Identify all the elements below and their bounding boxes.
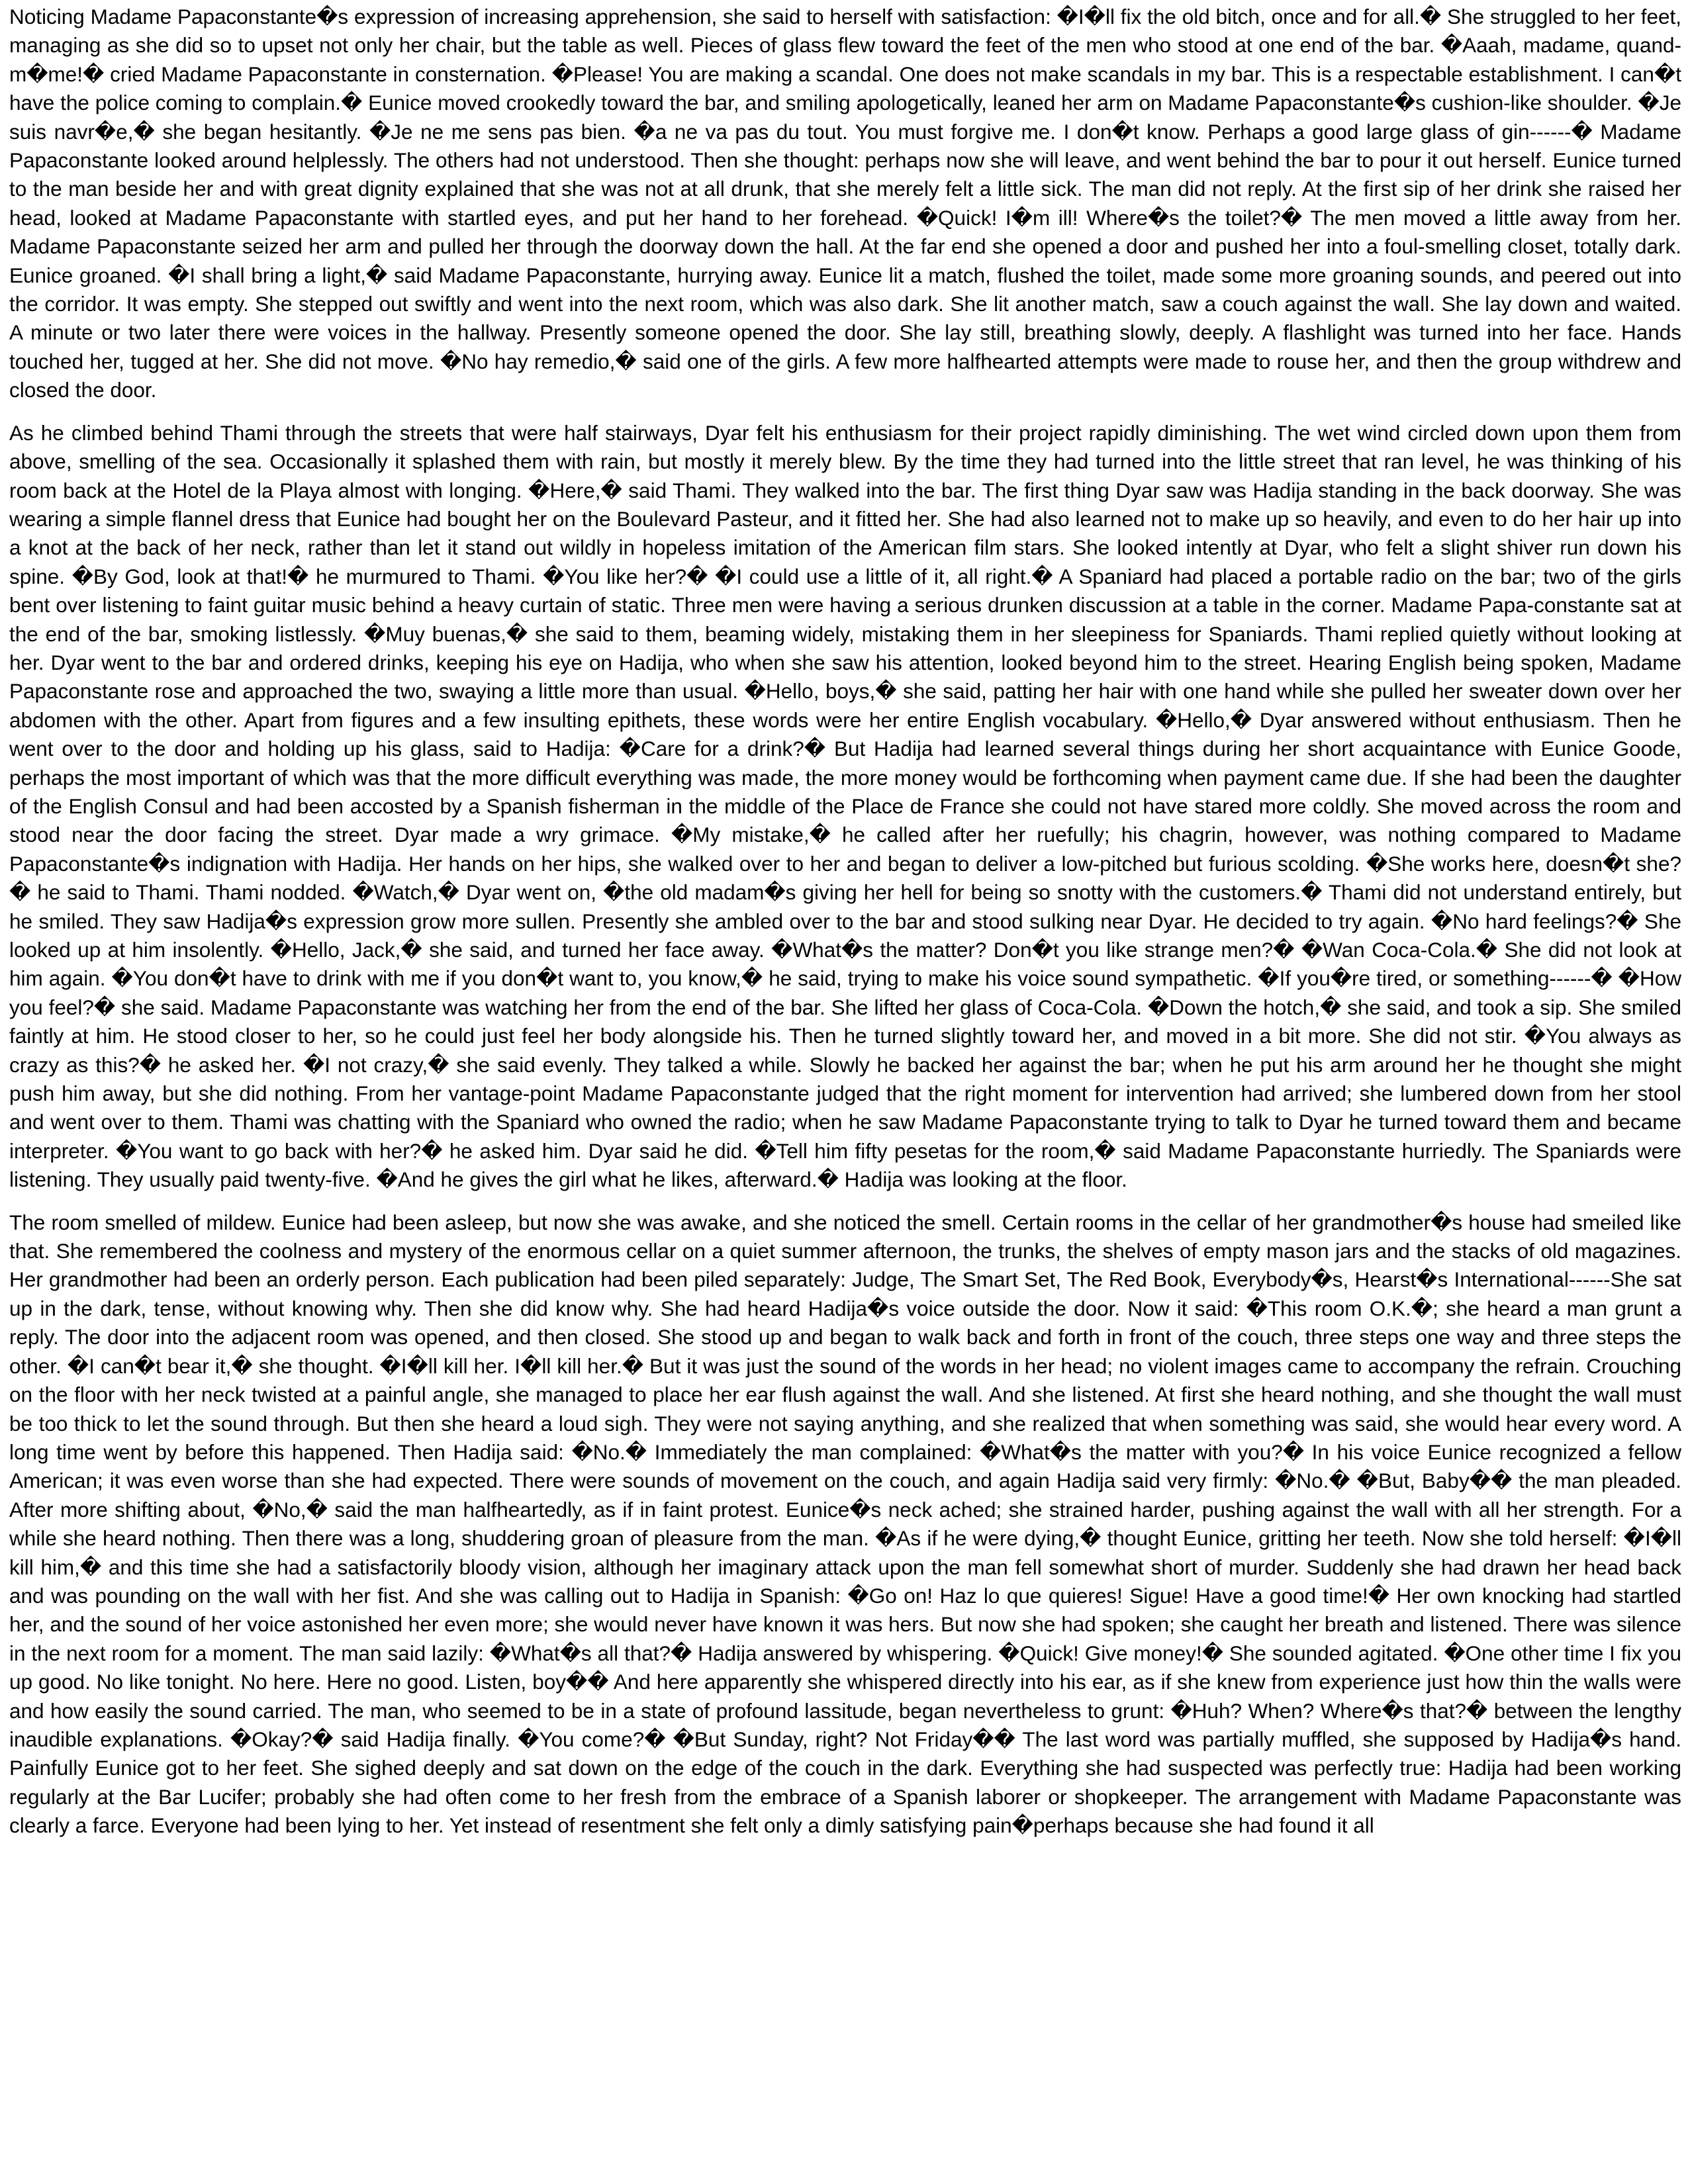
paragraph-3: The room smelled of mildew. Eunice had been asleep, but now she was awake, and she noticed the smell. Certain rooms in the cellar of her grandmother�s house had smeiled like that. She remembered the coolness and mystery of the enormous cellar on a quiet summer afternoon, the trunks, the shelves of empty mason jars and the stacks of old magazines. Her grandmother had been an orderly person. Each publication had been piled separately: Judge, The Smart Set, The Red Book, Everybody�s, Hearst�s International------She sat up in the dark, tense, without knowing why. Then she did know why. She had heard Hadija�s voice outside the door. Now it said: �This room O.K.�; she heard a man grunt a reply. The door into the adjacent room was opened, and then closed. She stood up and began to walk back and forth in front of the couch, three steps one way and three steps the other. �I can�t bear it,� she thought. �I�ll kill her. I�ll kill her.� But it was just the sound of the words in her head; no violent images came to accompany the refrain. Crouching on the floor with her neck twisted at a painful angle, she managed to place her ear flush against the wall. And she listened. At first she heard nothing, and she thought the wall must be too thick to let the sound through. But then she heard a loud sigh. They were not saying anything, and she realized that when something was said, she would hear every word. A long time went by before this happened. Then Hadija said: �No.� Immediately the man complained: �What�s the matter with you?� In his voice Eunice recognized a fellow American; it was even worse than she had expected. There were sounds of movement on the couch, and again Hadija said very firmly: �No.� �But, Baby�� the man pleaded. After more shifting about, �No,� said the man halfheartedly, as if in faint protest. Eunice�s neck ached; she strained harder, pushing against the wall with all her strength. For a while she heard nothing. Then there was a long, shuddering groan of pleasure from the man. �As if he were dying,� thought Eunice, gritting her teeth. Now she told herself: �I�ll kill him,� and this time she had a satisfactorily bloody vision, although her imaginary attack upon the man fell somewhat short of murder. Suddenly she had drawn her head back and was pounding on the wall with her fist. And she was calling out to Hadija in Spanish: �Go on! Haz lo que quieres! Sigue! Have a good time!� Her own knocking had startled her, and the sound of her voice astonished her even more; she would never have known it was hers. But now she had spoken; she caught her breath and listened. There was silence in the next room for a moment. The man said lazily: �What�s all that?� Hadija answered by whispering. �Quick! Give money!� She sounded agitated. �One other time I fix you up good. No like tonight. No here. Here no good. Listen, boy�� And here apparently she whispered directly into his ear, as if she knew from experience just how thin the walls were and how easily the sound carried. The man, who seemed to be in a state of profound lassitude, began nevertheless to grunt: �Huh? When? Where�s that?� between the lengthy inaudible explanations. �Okay?� said Hadija finally. �You come?� �But Sunday, right? Not Friday�� The last word was partially muffled, she supposed by Hadija�s hand. Painfully Eunice got to her feet. She sighed deeply and sat down on the edge of the couch in the dark. Everything she had suspected was perfectly true: Hadija had been working regularly at the Bar Lucifer; probably she had often come to her fresh from the embrace of a Spanish laborer or shopkeeper. The arrangement with Madame Papaconstante was clearly a farce. Everyone had been lying to her. Yet instead of resentment she felt only a dimly satisfying pain�perhaps because she had found it all (9, 1210, 1681, 1838)
paragraph-2: As he climbed behind Thami through the streets that were half stairways, Dyar felt his enthusiasm for their project rapidly diminishing. The wet wind circled down upon them from above, smelling of the sea. Occasionally it splashed them with rain, but mostly it merely blew. By the time they had turned into the little street that ran level, he was thinking of his room back at the Hotel de la Playa almost with longing. �Here,� said Thami. They walked into the bar. The first thing Dyar saw was Hadija standing in the back doorway. She was wearing a simple flannel dress that Eunice had bought her on the Boulevard Pasteur, and it fitted her. She had also learned not to make up so heavily, and even to do her hair up into a knot at the back of her neck, rather than let it stand out wildly in hopeless imitation of the American film stars. She looked intently at Dyar, who felt a slight shiver run down his spine. �By God, look at that!� he murmured to Thami. �You like her?� �I could use a little of it, all right.� A Spaniard had placed a portable radio on the bar; two of the girls bent over listening to faint guitar music behind a heavy curtain of static. Three men were having a serious drunken discussion at a table in the corner. Madame Papa-constante sat at the end of the bar, smoking listlessly. �Muy buenas,� she said to them, beaming widely, mistaking them in her sleepiness for Spaniards. Thami replied quietly without looking at her. Dyar went to the bar and ordered drinks, keeping his eye on Hadija, who when she saw his attention, looked beyond him to the street. Hearing English being spoken, Madame Papaconstante rose and approached the two, swaying a little more than usual. �Hello, boys,� she said, patting her hair with one hand while she pulled her sweater down over her abdomen with the other. Apart from figures and a few insulting epithets, these words were her entire English vocabulary. �Hello,� Dyar answered without enthusiasm. Then he went over to the door and holding up his glass, said to Hadija: �Care for a drink?� But Hadija had learned several things during her short acquaintance with Eunice Goode, perhaps the most important of which was that the more difficult everything was made, the more money would be forthcoming when payment came due. If she had been the daughter of the English Consul and had been accosted by a Spanish fisherman in the middle of the Place de France she could not have stared more coldly. She moved across the room and stood near the door facing the street. Dyar made a wry grimace. �My mistake,� he called after her ruefully; his chagrin, however, was nothing compared to Madame Papaconstante�s indignation with Hadija. Her hands on her hips, she walked over to her and began to deliver a low-pitched but furious scolding. �She works here, doesn�t she?� he said to Thami. Thami nodded. �Watch,� Dyar went on, �the old madam�s giving her hell for being so snotty with the customers.� Thami did not understand entirely, but he smiled. They saw Hadija�s expression grow more sullen. Presently she ambled over to the bar and stood sulking near Dyar. He decided to try again. �No hard feelings?� She looked up at him insolently. �Hello, Jack,� she said, and turned her face away. �What�s the matter? Don�t you like strange men?� �Wan Coca-Cola.� She did not look at him again. �You don�t have to drink with me if you don�t want to, you know,� he said, trying to make his voice sound sympathetic. �If you�re tired, or something------� �How you feel?� she said. Madame Papaconstante was watching her from the end of the bar. She lifted her glass of Coca-Cola. �Down the hotch,� she said, and took a sip. She smiled faintly at him. He stood closer to her, so he could just feel her body alongside his. Then he turned slightly toward her, and moved in a bit more. She did not stir. �You always as crazy as this?� he asked her. �I not crazy,� she said evenly. They talked a while. Slowly he backed her against the bar; when he put his arm around her he thought she might push him away, but she did nothing. From her vantage-point Madame Papaconstante judged that the right moment for intervention had arrived; she lumbered down from her stool and went over to them. Thami was chatting with the Spaniard who owned the radio; when he saw Madame Papaconstante trying to talk to Dyar he turned toward them and became interpreter. �You want to go back with her?� he asked him. Dyar said he did. �Tell him fifty pesetas for the room,� said Madame Papaconstante hurriedly. The Spaniards were listening. They usually paid twenty-five. �And he gives the girl what he likes, afterward.� Hadija was looking at the floor. (9, 420, 1681, 1192)
paragraph-1: Noticing Madame Papaconstante�s expression of increasing apprehension, she said to herself with satisfaction: �I�ll fix the old bitch, once and for all.� She struggled to her feet, managing as she did so to upset not only her chair, but the table as well. Pieces of glass flew toward the feet of the men who stood at one end of the bar. �Aaah, madame, quand-m�me!� cried Madame Papaconstante in consternation. �Please! You are making a scandal. One does not make scandals in my bar. This is a respectable establishment. I can�t have the police coming to complain.� Eunice moved crookedly toward the bar, and smiling apologetically, leaned her arm on Madame Papaconstante�s cushion-like shoulder. �Je suis navr�e,� she began hesitantly. �Je ne me sens pas bien. �a ne va pas du tout. You must forgive me. I don�t know. Perhaps a good large glass of gin------� Madame Papaconstante looked around helplessly. The others had not understood. Then she thought: perhaps now she will leave, and went behind the bar to pour it out herself. Eunice turned to the man beside her and with great dignity explained that she was not at all drunk, that she merely felt a little sick. The man did not reply. At the first sip of her drink she raised her head, looked at Madame Papaconstante with startled eyes, and put her hand to her forehead. �Quick! I�m ill! Where�s the toilet?� The men moved a little away from her. Madame Papaconstante seized her arm and pulled her through the doorway down the hall. At the far end she opened a door and pushed her into a foul-smelling closet, totally dark. Eunice groaned. �I shall bring a light,� said Madame Papaconstante, hurrying away. Eunice lit a match, flushed the toilet, made some more groaning sounds, and peered out into the corridor. It was empty. She stepped out swiftly and went into the next room, which was also dark. She lit another match, saw a couch against the wall. She lay down and waited. A minute or two later there were voices in the hallway. Presently someone opened the door. She lay still, breathing slowly, deeply. A flashlight was turned into her face. Hands touched her, tugged at her. She did not move. �No hay remedio,� said one of the girls. A few more halfhearted attempts were made to rouse her, and then the group withdrew and closed the door. (9, 5, 1681, 402)
document-page (9, 3, 1681, 2181)
